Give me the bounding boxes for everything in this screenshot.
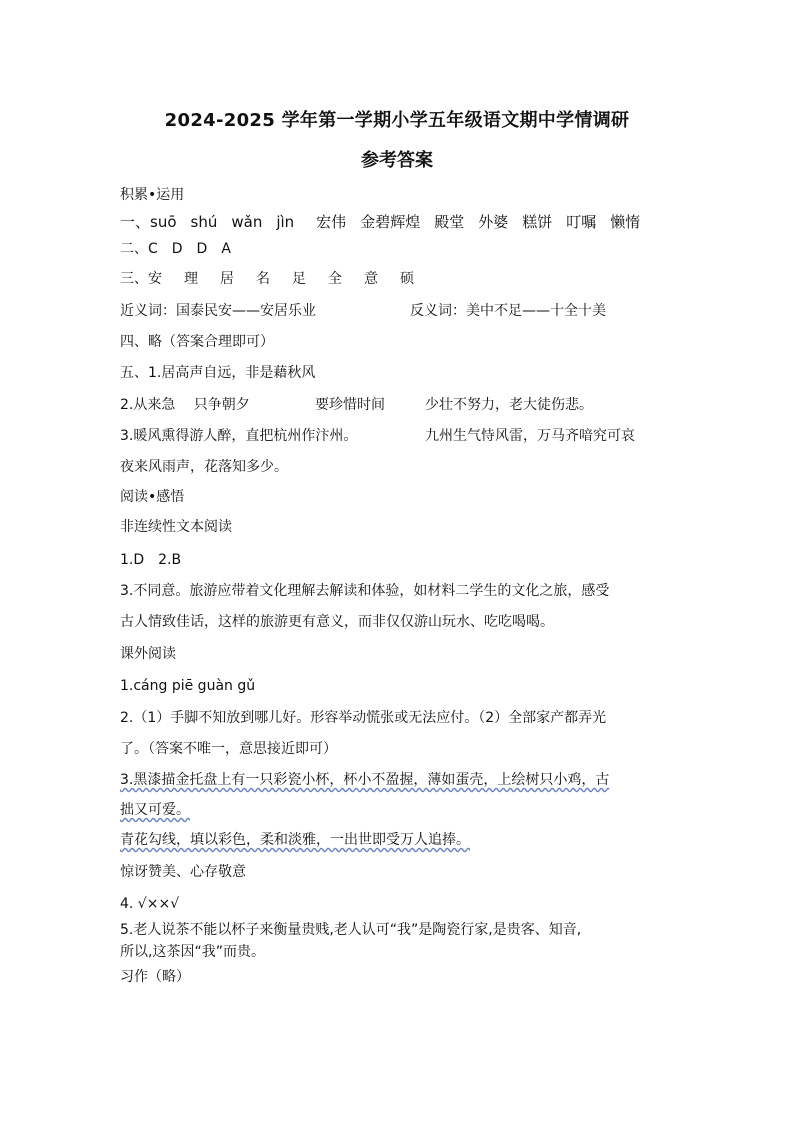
- q3-char-3: 居: [220, 271, 234, 287]
- q4-line: 四、略（答案合理即可）: [120, 334, 274, 350]
- q2-line: 二、C D D A: [120, 241, 231, 257]
- document-title: 2024-2025 学年第一学期小学五年级语文期中学情调研: [164, 110, 630, 131]
- extra-answer-3-line-4: 惊讶赞美、心存敬意: [120, 864, 246, 880]
- q1-word-6: 叮嘱: [566, 213, 597, 231]
- q3-prefix: 三、: [120, 271, 148, 287]
- q3-char-7: 意: [364, 271, 378, 287]
- q1-pinyin-1: suō: [150, 213, 177, 231]
- synonym-text: 近义词：国泰民安——安居乐业: [120, 303, 316, 319]
- q1-word-4: 外婆: [478, 213, 509, 231]
- q3-char-1: 安: [148, 271, 162, 287]
- q1-line: [120, 213, 640, 231]
- q1-word-3: 殿堂: [434, 213, 465, 231]
- q1-prefix: 一、: [120, 213, 151, 231]
- reading-answer-1-2: 1.D 2.B: [120, 552, 182, 568]
- q3-char-2: 理: [184, 271, 198, 287]
- composition-line: 习作（略）: [120, 969, 190, 985]
- q1-pinyin-2: shú: [190, 213, 218, 231]
- q5-3-part-b: 九州生气恃风雷，万马齐喑究可哀: [425, 428, 635, 444]
- q3-char-5: 足: [292, 271, 306, 287]
- q1-pinyin-4: jìn: [276, 213, 295, 231]
- extra-answer-2-line-2: 了。（答案不唯一，意思接近即可）: [120, 741, 337, 757]
- q5-2-part-c: 少壮不努力，老大徒伤悲。: [425, 397, 593, 413]
- reading-answer-3-line-1: 3.不同意。旅游应带着文化理解去解读和体验，如材料二学生的文化之旅，感受: [120, 583, 610, 599]
- document-subtitle: 参考答案: [361, 150, 433, 171]
- q1-word-5: 糕饼: [522, 213, 553, 231]
- q3-char-8: 硕: [400, 271, 414, 287]
- q1-word-2: 金碧辉煌: [360, 213, 421, 231]
- reading-answer-3-line-2: 古人情致佳话，这样的旅游更有意义，而非仅仅游山玩水、吃吃喝喝。: [120, 614, 554, 630]
- q3-char-4: 名: [256, 271, 270, 287]
- extra-answer-2-line-1: 2.（1）手脚不知放到哪儿好。形容举动慌张或无法应付。（2）全部家产都弄光: [120, 710, 607, 726]
- q5-2-part-b: 要珍惜时间: [315, 397, 385, 413]
- q5-3-part-a: 3.暖风熏得游人醉，直把杭州作汴州。: [120, 428, 358, 444]
- extra-answer-1: 1.cáng piē guàn gǔ: [120, 678, 256, 694]
- q3-line: [120, 270, 414, 288]
- section-heading-reading: 阅读•感悟: [120, 489, 185, 505]
- antonym-text: 反义词：美中不足——十全十美: [410, 303, 606, 319]
- extra-answer-3-line-2: 拙又可爱。: [120, 802, 190, 818]
- extra-answer-3-line-1: 3.黑漆描金托盘上有一只彩瓷小杯，杯小不盈握，薄如蛋壳，上绘树只小鸡，古: [120, 772, 610, 788]
- extra-answer-5-line-1: 5.老人说茶不能以杯子来衡量贵贱,老人认可“我”是陶瓷行家,是贵客、知音,: [120, 922, 582, 938]
- q3-char-6: 全: [328, 271, 342, 287]
- q1-word-7: 懒惰: [610, 213, 641, 231]
- q5-3-part-c: 夜来风雨声，花落知多少。: [120, 459, 288, 475]
- extra-answer-5-line-2: 所以,这茶因“我”而贵。: [120, 944, 265, 960]
- section-heading-accumulation: 积累•运用: [120, 187, 185, 203]
- q5-2-part-a: 2.从来急 只争朝夕: [120, 397, 250, 413]
- extra-answer-3-line-3: 青花勾线，填以彩色，柔和淡雅，一出世即受万人追捧。: [120, 832, 470, 848]
- q1-word-1: 宏伟: [316, 213, 347, 231]
- q1-pinyin-3: wǎn: [231, 213, 263, 231]
- extra-answer-4: 4. √××√: [120, 896, 180, 912]
- part-nonlinear-text: 非连续性文本阅读: [120, 519, 232, 535]
- q5-1-line: 五、1.居高声自远，非是藉秋风: [120, 365, 316, 381]
- part-extracurricular-reading: 课外阅读: [120, 646, 176, 662]
